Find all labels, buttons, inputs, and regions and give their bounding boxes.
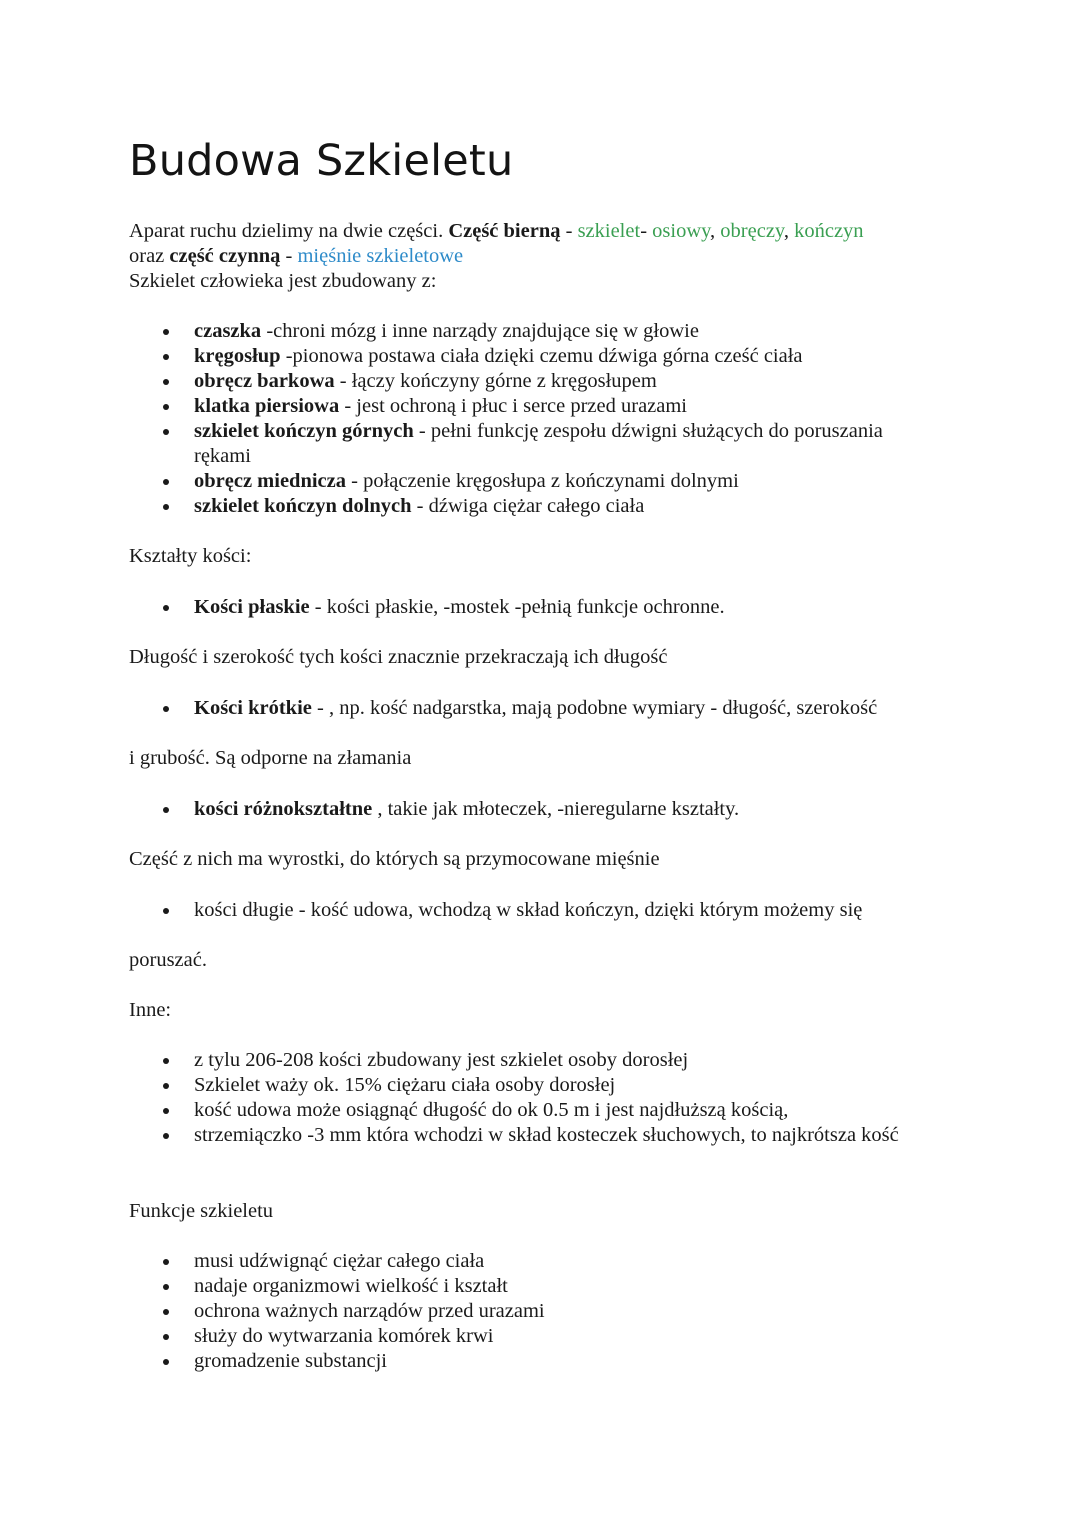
list-item-term: szkielet kończyn górnych (194, 420, 414, 442)
bullet-icon (163, 605, 169, 611)
bullet-icon (163, 1058, 169, 1064)
list-item (194, 494, 644, 519)
list-item-term: klatka piersiowa (194, 395, 340, 417)
list-item-term: Kości płaskie (194, 596, 310, 618)
list-item-term: obręcz miednicza (194, 470, 346, 492)
list-item: gromadzenie substancji (194, 1350, 387, 1372)
list-item: kość udowa może osiągnąć długość do ok 0.5 m i jest najdłuższą kością, (194, 1099, 789, 1121)
other-heading: Inne: (129, 999, 172, 1021)
bullet-icon (163, 1309, 169, 1315)
functions-heading: Funkcje szkieletu (129, 1200, 274, 1222)
intro-line-1 (129, 219, 864, 244)
list-item (194, 419, 883, 444)
list-item: nadaje organizmowi wielkość i kształt (194, 1275, 508, 1297)
bullet-icon (163, 1359, 169, 1365)
bullet-icon (163, 504, 169, 510)
list-item-flat-bones (194, 595, 725, 620)
list-item-desc: - łączy kończyny górne z kręgosłupem (334, 370, 657, 392)
list-item-desc: -pionowa postawa ciała dzięki czemu dźwiga górna cześć ciała (280, 345, 803, 367)
list-item-desc: - pełni funkcję zespołu dźwigni służących do poruszania (413, 420, 883, 442)
bullet-icon (163, 908, 169, 914)
list-item: strzemiączko -3 mm która wchodzi w skład kosteczek słuchowych, to najkrótsza kość (194, 1124, 899, 1146)
bullet-icon (163, 1083, 169, 1089)
bullet-icon (163, 1108, 169, 1114)
list-item-irregular-bones (194, 797, 739, 822)
term-miesnie: mięśnie szkieletowe (297, 245, 464, 267)
intro-text: oraz (129, 245, 170, 267)
shapes-heading: Kształty kości: (129, 545, 252, 567)
bullet-icon (163, 479, 169, 485)
list-item-desc: , takie jak młoteczek, -nieregularne kształty. (372, 798, 740, 820)
list-item (194, 319, 699, 344)
list-item-desc: - , np. kość nadgarstka, mają podobne wymiary - długość, szerokość (311, 697, 878, 719)
list-item-term: szkielet kończyn dolnych (194, 495, 412, 517)
list-item (194, 469, 739, 494)
bullet-icon (163, 354, 169, 360)
list-item-desc: - dźwiga ciężar całego ciała (411, 495, 645, 517)
list-item-long-bones: kości długie - kość udowa, wchodzą w skład kończyn, dzięki którym możemy się (194, 899, 863, 921)
list-item-continuation: rękami (194, 445, 251, 467)
intro-text: Aparat ruchu dzielimy na dwie części. (129, 220, 449, 242)
list-item: musi udźwignąć ciężar całego ciała (194, 1250, 485, 1272)
list-item-desc: - kości płaskie, -mostek -pełnią funkcje ochronne. (309, 596, 725, 618)
list-item: Szkielet waży ok. 15% ciężaru ciała osoby dorosłej (194, 1074, 616, 1096)
list-item-term: kości różnokształtne (194, 798, 373, 820)
term-szkielet: szkielet (577, 220, 641, 242)
list-item: z tylu 206-208 kości zbudowany jest szkielet osoby dorosłej (194, 1049, 689, 1071)
term-obreczy: obręczy (720, 220, 784, 242)
list-item-term: obręcz barkowa (194, 370, 335, 392)
term-osiowy: osiowy (652, 220, 711, 242)
list-item-term: kręgosłup (194, 345, 281, 367)
list-item-term: czaszka (194, 320, 262, 342)
list-item-short-bones (194, 696, 877, 721)
separator: , (783, 220, 795, 242)
list-item (194, 344, 803, 369)
passive-part-label: Część bierną (448, 220, 561, 242)
list-item (194, 394, 687, 419)
bullet-icon (163, 429, 169, 435)
list-item-desc: -chroni mózg i inne narządy znajdujące się w głowie (261, 320, 699, 342)
bullet-icon (163, 706, 169, 712)
bullet-icon (163, 1259, 169, 1265)
bullet-icon (163, 329, 169, 335)
separator: - (640, 220, 653, 242)
intro-line-2 (129, 244, 463, 269)
term-konczyn: kończyn (794, 220, 864, 242)
list-item-term: Kości krótkie (194, 697, 312, 719)
separator: - (560, 220, 578, 242)
list-item-desc: - jest ochroną i płuc i serce przed urazami (339, 395, 688, 417)
long-bones-continuation: poruszać. (129, 949, 207, 971)
bullet-icon (163, 404, 169, 410)
irregular-bones-note: Część z nich ma wyrostki, do których są przymocowane mięśnie (129, 848, 660, 870)
short-bones-continuation: i grubość. Są odporne na złamania (129, 747, 412, 769)
bullet-icon (163, 1133, 169, 1139)
bullet-icon (163, 1334, 169, 1340)
flat-bones-note: Długość i szerokość tych kości znacznie przekraczają ich długość (129, 646, 668, 668)
list-item-desc: - połączenie kręgosłupa z kończynami dolnymi (346, 470, 739, 492)
bullet-icon (163, 807, 169, 813)
bullet-icon (163, 1284, 169, 1290)
page-title: Budowa Szkieletu (129, 136, 514, 186)
list-item: służy do wytwarzania komórek krwi (194, 1325, 494, 1347)
list-item: ochrona ważnych narządów przed urazami (194, 1300, 545, 1322)
intro-line-3: Szkielet człowieka jest zbudowany z: (129, 270, 437, 292)
list-item (194, 369, 657, 394)
bullet-icon (163, 379, 169, 385)
separator: - (280, 245, 298, 267)
active-part-label: część czynną (169, 245, 281, 267)
separator: , (710, 220, 721, 242)
